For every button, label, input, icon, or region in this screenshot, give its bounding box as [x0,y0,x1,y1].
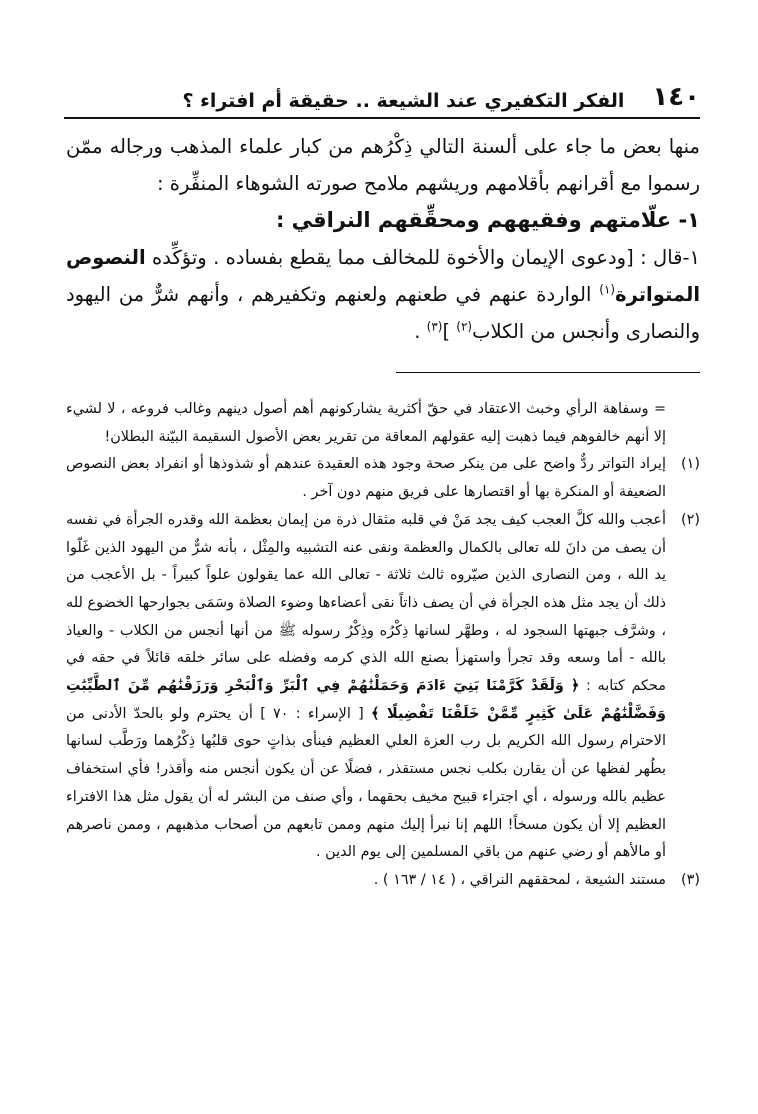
quran-verse: ﴿ وَلَقَدْ كَرَّمْنَا بَنِيٓ ءَادَمَ وَحَمَلْنَٰهُمْ فِي ٱلْبَرِّ وَٱلْبَحْرِ وَرَزَقْنَٰهُم مِّنَ ٱلطَّيِّبَٰتِ وَفَضَّلْنَٰهُمْ عَلَىٰ كَثِيرٍ مِّمَّنْ خَلَقْنَا تَفْضِيلًا ﴾ [66,678,666,722]
quote-text-start: ١-قال : [ودعوى الإيمان والأخوة للمخالف مما يقطع بفساده . وتؤكِّده [152,246,700,269]
footnote-2-text-b: أن يحترم ولو بالحدّ الأدنى من الاحترام رسول الله الكريم بل رب العزة العلي العظيم فينأى بذاتٍ حوى قلبُها ذِكْرُهما ورَطَّب لسانها بطُهر لفظها عن أن يقارن بكلب نجس مستقذر ، فضلًا عن أن يكون أنجس منه وأقذر! فأي استخفاف عظيم بالله ورسوله ، أي اجتراء قبيح مخيف بحقهما ، وأي صنف من البشر له أن يقول مثل هذا الافتراء العظيم إلا أن يكون مسخاً! اللهم إنا نبرأ إليك منهم وممن تابعهم من أصحاب مذهبهم ، وممن ناصرهم أو مالأهم أو رضي عنهم من باقي المسلمين إلى يوم الدين . [66,705,666,861]
footnotes [66,396,700,895]
footnote-ref-2: (٢) [456,319,473,334]
footnote-text [66,507,666,867]
footnote-1 [66,451,700,506]
section-heading: ١- علّامتهم وفقيههم ومحقِّقهم النراقي : [275,208,700,232]
footnote-text: مستند الشيعة ، لمحققهم النراقي ، ( ١٤ / ١٦٣ ) . [373,871,666,888]
main-text [66,128,700,350]
running-title: الفكر التكفيري عند الشيعة .. حقيقة أم افتراء ؟ [182,90,625,112]
footnote-ref-1: (١) [599,282,616,297]
quote-paragraph [66,239,700,350]
footnote-continuation: = وسفاهة الرأي وخبث الاعتقاد في حقّ أكثرية يشاركونهم أهم أصول دينهم وغالب فروعه ، لا لشيء إلا أنهم خالفوهم فيما ذهبت إليه عقولهم المعاقة من تقرير بعض الأصول السقيمة البيّنة البطلان! [66,401,666,445]
verse-reference: [ الإسراء : ٧٠ ] [260,705,364,722]
page-header [64,78,700,112]
intro-paragraph: منها بعض ما جاء على ألسنة التالي ذِكْرُهم من كبار علماء المذهب ورجاله ممّن رسموا مع أقرانهم بأقلامهم وريشهم ملامح صورته الشوهاء المنفِّرة : [66,135,700,195]
footnote-number: (١) [681,456,700,473]
page-number: ١٤٠ [652,82,700,112]
footnote-divider [396,372,700,373]
quote-close-bracket: ] [442,320,451,343]
footnote-2 [66,507,700,867]
footnote-number: (٢) [681,511,700,528]
quote-bold-phrase: النصوص المتواترة [66,246,701,306]
quote-end: . [414,320,421,343]
footnote-number: (٣) [681,871,700,888]
footnote-text: إيراد التواتر ردٌّ واضح على من ينكر صحة وجود هذه العقيدة عندهم أو شذوذها أو انفراد بعض النصوص الضعيفة أو المنكرة بها أو اقتصارها على فريق منهم دون آخر . [66,456,666,501]
footnote-2-text-a: أعجب والله كلَّ العجب كيف يجد مَنْ في قلبه مثقال ذرة من إيمان بعظمة الله وقدره الجرأة في نفسه أن يصف من دانَ لله تعالى بالكمال والعظمة ونفى عنه التشبيه والمِثْل ، بأنه شرٌّ من اليهود الذين غَلّوا يد الله ، ومن النصارى الذين صيّروه ثالث ثلاثة - تعالى الله عما يقولون علواً كبيراً - بل الأعجب من ذلك أن يجد مثل هذه الجرأة في أن يصف ذاتاً نقى أعضاءها وضوء الصلاة وسَمَى بجوارحها الخضوع لله ، وشرَّف جبهتها السجود له ، وطهَّر لسانها ذِكْرُه وذِكْرُ رسوله ﷺ من أنها أنجس من الكلاب - والعياذ بالله - أما وسعه وقد تجرأ واستهزأ بصنع الله الذي كرمه وفضله على سائر خلقه قائلاً في حقه في محكم كتابه : [66,511,666,695]
quote-text-middle: الواردة عنهم في طعنهم ولعنهم وتكفيرهم ، وأنهم شرٌّ من اليهود والنصارى وأنجس من الكلاب [66,283,700,343]
footnote-ref-3: (٣) [426,319,443,334]
footnote-3 [66,867,700,895]
header-divider [64,117,700,119]
